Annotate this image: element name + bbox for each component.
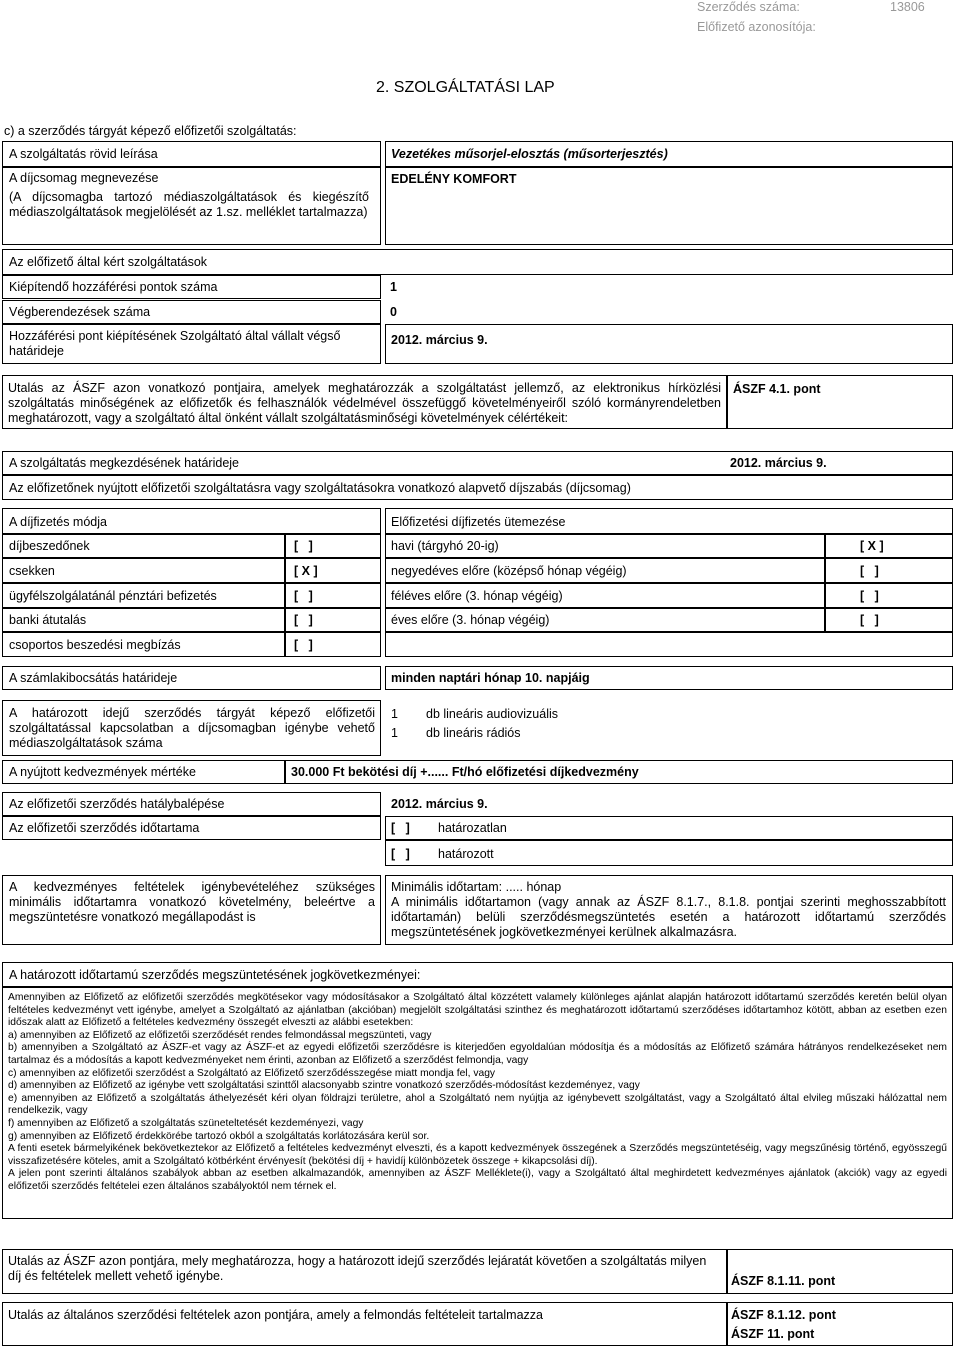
consequences-label: A határozott időtartamú szerződés megszüntetésének jogkövetkezményei: [9,968,421,982]
payment-method-label: banki átutalás [9,613,87,627]
terminals-label-box [2,300,381,324]
duration-label: Az előfizetői szerződés időtartama [9,821,200,835]
consequences-paragraph: Amennyiben az Előfizető az előfizetői szerződés megkötésekor vagy módosításakor a Szolgáltató által közzétett valamely különleges ajánlat alapján határozott időtartamú szerződés keretén belül olyan feltételes kedvezményt vett igénybe, amelyet a Szolgáltató az ajánlatban (akcióban) megjelölt szolgáltatási szinthez és meghatározott időtartamú szerződéses időtartamhoz kötött, abban az esetben ezen időszak alatt az Előfizető a feltételes kedvezmény összegét elveszti az alábbi esetekben: [8,992,947,1029]
min-period-label: A kedvezményes feltételek igénybevételéhez szükséges minimális időtartamra vonatkozó követelmény, beleértve a megszüntetésre vonatkozó megállapodást is [9,880,375,924]
package-value: EDELÉNY KOMFORT [391,172,517,186]
access-points-label-box [2,275,381,299]
start-row [2,451,953,475]
payment-schedule-label: negyedéves előre (középső hónap végéig) [391,564,627,578]
contract-number: 13806 [890,0,925,14]
short-desc-label-box [2,141,381,167]
requested-services-box [2,249,953,275]
payment-schedule-label: féléves előre (3. hónap végéig) [391,589,563,603]
deadline-value: 2012. március 9. [391,333,488,347]
start-value: 2012. március 9. [730,456,827,470]
payment-method-row [2,608,285,632]
media-radio-count: 1 [391,726,398,740]
duration-label-box [2,816,381,840]
access-points-label: Kiépítendő hozzáférési pontok száma [9,280,218,294]
payment-method-label: díjbeszedőnek [9,539,90,553]
consequences-item: c) amennyiben az előfizetői szerződést a Szolgáltató az Előfizető szerződésszegése miatt mondja fel, vagy [8,1067,496,1079]
consequences-item: g) amennyiben az Előfizető érdekkörébe tartozó okból a szolgáltatás korlátozására kerül sor. [8,1130,430,1142]
payment-method-checkbox[interactable] [285,632,381,657]
subscriber-id-label: Előfizető azonosítója: [697,20,816,34]
pricing-header: Az előfizetőnek nyújtott előfizetői szolgáltatásra vagy szolgáltatásokra vonatkozó alapvető díjszabás (díjcsomag) [9,481,631,495]
short-desc-value-box [385,141,953,167]
payment-schedule-checkbox[interactable] [825,558,953,583]
media-label: A határozott idejű szerződés tárgyát képező előfizetői szolgáltatással kapcsolatban a díjcsomagban igénybe vehető médiaszolgáltatások száma [9,706,375,750]
checkbox-mark: [ X ] [294,564,318,578]
payment-method-checkbox[interactable] [285,583,381,608]
consequences-paragraph: A fenti esetek bármelyikének bekövetkeztekor az Előfizető a feltételes kedvezményt elveszti, és a kapott kedvezmények összegének a Szerződés megszüntetéséig, vagy megszűnésig történő, egyösszegű visszafizetésére köteles, amit a Szolgáltató kötbérként érvényesít (bekötési díj + havidíj különbözetek összege + kikapcsolási díj). [8,1143,947,1167]
payment-method-row [2,583,285,608]
payment-schedule-label: Előfizetési díjfizetés ütemezése [391,515,566,529]
short-desc-value: Vezetékes műsorjel-elosztás (műsorterjesztés) [391,147,668,161]
checkbox-mark: [ ] [294,613,313,627]
effective-label-box [2,792,381,816]
page-title: 2. SZOLGÁLTATÁSI LAP [376,79,555,96]
termination-ref-2: ÁSZF 11. pont [731,1327,815,1341]
renewal-text: Utalás az ÁSZF azon pontjára, mely meghatározza, hogy a határozott idejű szerződés lejáratát követően a szolgáltatás milyen díj és feltételek mellett vehető igénybe. [8,1254,707,1283]
checkbox-mark: [ X ] [860,539,884,553]
payment-schedule-row [385,534,825,558]
payment-schedule-label: éves előre (3. hónap végéig) [391,613,550,627]
package-value-box [385,167,953,245]
media-radio-label: db lineáris rádiós [426,726,521,740]
invoice-label: A számlakibocsátás határideje [9,671,178,685]
payment-schedule-checkbox[interactable] [825,608,953,632]
consequences-text-box [2,987,953,1219]
quality-text-box [2,375,727,429]
checkbox-mark: [ ] [294,638,313,652]
consequences-item: b) amennyiben a Szolgáltató az ÁSZF-et vagy az ÁSZF-et az egyedi előfizetői szerződésre is kiterjedően egyoldalúan módosítja és a módosítás az Előfizető számára hátrányos rendelkezéseket nem tartalmaz és a módosítás a kapott kedvezményeket nem érinti, azonban az Előfizető a szerződést felmondja, vagy [8,1042,947,1066]
min-period-value-box [385,875,953,945]
payment-method-label: csekken [9,564,55,578]
checkbox-mark: [ ] [294,539,313,553]
requested-services-label: Az előfizető által kért szolgáltatások [9,255,208,269]
pricing-header-row [2,475,953,500]
payment-method-label: ügyfélszolgálatánál pénztári befizetés [9,589,217,603]
payment-method-checkbox[interactable] [285,608,381,632]
duration-indefinite-label: határozatlan [438,821,507,835]
deadline-label: Hozzáférési pont kiépítésének Szolgáltató által vállalt végső határideje [9,329,341,358]
payment-schedule-row [385,583,825,608]
checkbox-mark: [ ] [391,821,410,835]
invoice-value: minden naptári hónap 10. napjáig [391,671,590,685]
media-label-box [2,700,381,756]
package-note: (A díjcsomagba tartozó médiaszolgáltatások és kiegészítő médiaszolgáltatások megjelölését az 1.sz. melléklet tartalmazza) [9,190,369,219]
discount-label: A nyújtott kedvezmények mértéke [9,765,196,779]
effective-value: 2012. március 9. [391,797,488,811]
short-desc-label: A szolgáltatás rövid leírása [9,147,158,161]
payment-method-checkbox[interactable] [285,534,381,558]
payment-method-label: A díjfizetés módja [9,515,107,529]
payment-method-header-box [2,508,381,534]
checkbox-mark: [ ] [860,613,879,627]
quality-ref-box [727,375,953,429]
min-period-label-box [2,875,381,945]
effective-label: Az előfizetői szerződés hatálybalépése [9,797,225,811]
package-label-box [2,167,381,245]
min-period-line2: A minimális időtartamon (vagy annak az ÁSZF 8.1.7., 8.1.8. pontjai szerinti meghosszabbított időtartamán) belüli szerződésmegszüntetés esetén a határozott időtartamú szerződés megszüntetésének jogkövetkezményei kerülnek alkalmazásra. [391,895,946,939]
termination-ref-1: ÁSZF 8.1.12. pont [731,1308,836,1322]
termination-text: Utalás az általános szerződési feltételek azon pontjára, amely a felmondás feltételeit tartalmazza [8,1308,544,1322]
renewal-ref-box [727,1249,953,1294]
quality-text: Utalás az ÁSZF azon vonatkozó pontjaira, amelyek meghatározzák a szolgáltatást jellemző, az elektronikus hírközlési szolgáltatás minőségének az előfizetők és felhasználók védelmével összefüggő követelményeiről szóló kormányrendeletben meghatározott, vagy a szolgáltató által önként vállalt szolgáltatásminőségi követelmények célértékeit: [8,381,721,425]
checkbox-mark: [ ] [294,589,313,603]
renewal-text-box [2,1249,727,1294]
payment-method-row [2,534,285,558]
quality-ref: ÁSZF 4.1. pont [733,382,821,396]
contract-number-label: Szerződés száma: [697,0,800,14]
invoice-label-box [2,666,381,690]
media-av-label: db lineáris audiovizuális [426,707,559,721]
terminals-value: 0 [390,305,397,319]
duration-definite-label: határozott [438,847,494,861]
payment-schedule-row [385,608,825,632]
start-label: A szolgáltatás megkezdésének határideje [9,456,240,470]
consequences-item: a) amennyiben az Előfizető az előfizetői szerződését rendes felmondással megszünteti, vagy [8,1029,432,1041]
deadline-label-box [2,324,381,364]
payment-schedule-label: havi (tárgyhó 20-ig) [391,539,499,553]
checkbox-mark: [ ] [391,847,410,861]
checkbox-mark: [ ] [860,564,879,578]
consequences-label-box [2,962,953,987]
payment-schedule-row [385,558,825,583]
duration-indefinite-row[interactable] [385,816,953,840]
payment-method-row [2,632,285,657]
payment-method-row [2,558,285,583]
min-period-line1: Minimális időtartam: ..... hónap [391,880,562,894]
invoice-value-box [385,666,953,690]
payment-schedule-header-box [385,508,953,534]
package-label: A díjcsomag megnevezése [9,171,159,185]
discount-value-box [285,760,953,784]
renewal-ref: ÁSZF 8.1.11. pont [731,1274,836,1288]
payment-method-checkbox[interactable] [285,558,381,583]
payment-schedule-checkbox[interactable] [825,583,953,608]
payment-method-label: csoportos beszedési megbízás [9,638,181,652]
duration-definite-row[interactable] [385,840,953,866]
discount-value: 30.000 Ft bekötési díj +...... Ft/hó előfizetési díjkedvezmény [291,765,639,779]
consequences-item: d) amennyiben az Előfizető az igénybe vett szolgáltatási szinttől alacsonyabb szintre vonatkozó szerződés-módosítást kezdeményez, vagy [8,1080,640,1092]
deadline-value-box [385,324,953,364]
section-c-heading: c) a szerződés tárgyát képező előfizetői szolgáltatás: [4,124,297,138]
consequences-item: f) amennyiben az Előfizető a szolgáltatás szüneteltetését kezdeményezi, vagy [8,1117,364,1129]
terminals-label: Végberendezések száma [9,305,151,319]
consequences-item: e) amennyiben az Előfizető a szolgáltatás áthelyezését kéri olyan földrajzi területre, ahol a Szolgáltató nem nyújtja az igénybevett szolgáltatást, vagy a Szolgáltató által elvileg műszaki hálózattal nem rendelkezik, vagy [8,1092,947,1117]
payment-schedule-empty-row [385,632,953,657]
consequences-paragraph: A jelen pont szerinti általános szabályok abban az esetben alkalmazandók, amennyiben az ÁSZF Melléklete(i), vagy a Szolgáltató által meghirdetett kedvezményes ajánlatok (akciók) vagy az egyedi előfizetői szerződés feltételei ezen általános szabályoktól nem térnek el. [8,1168,947,1192]
media-av-count: 1 [391,707,398,721]
discount-label-box [2,760,285,784]
termination-text-box [2,1302,727,1346]
access-points-value: 1 [390,280,397,294]
payment-schedule-checkbox[interactable] [825,534,953,558]
termination-ref-box [727,1302,953,1346]
consequences-text [8,992,947,1194]
checkbox-mark: [ ] [860,589,879,603]
